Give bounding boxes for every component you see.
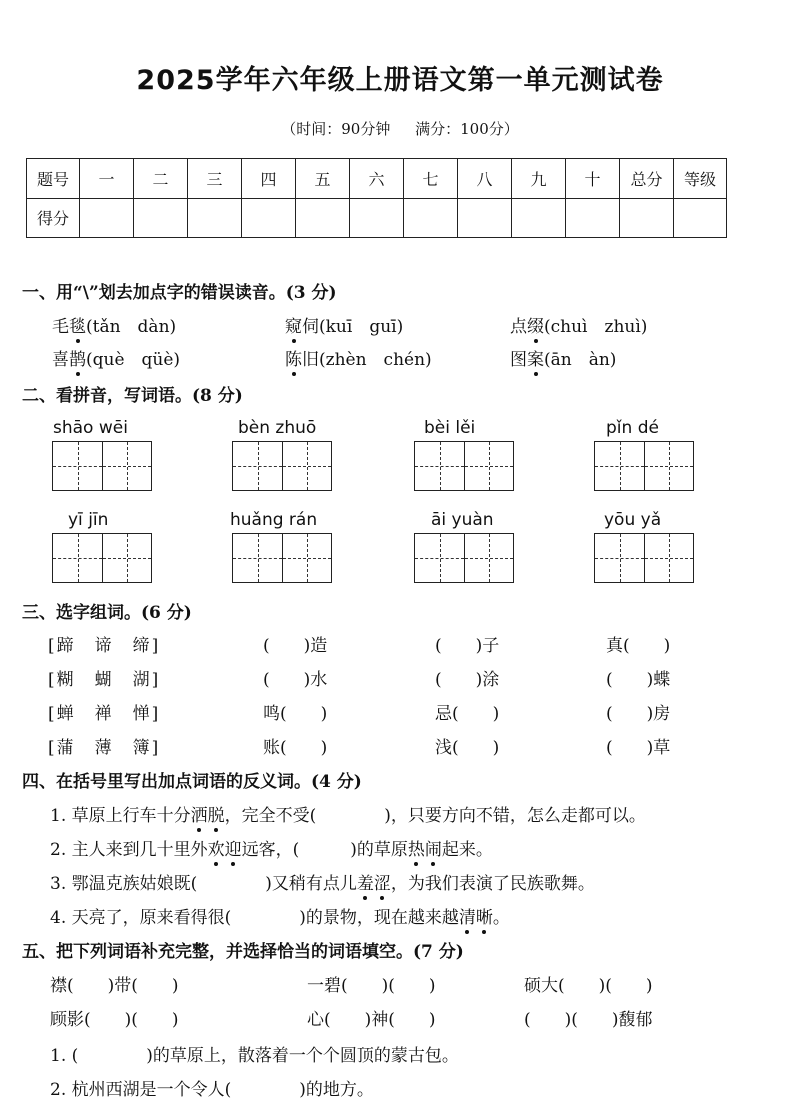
score-input-cell[interactable] [674, 198, 727, 238]
word-blank[interactable]: ( )蝶 [606, 670, 671, 690]
score-header-cell: 二 [134, 159, 188, 199]
score-input-cell[interactable] [242, 198, 296, 238]
reading-item: 陈旧(zhèn chén) [285, 345, 432, 370]
score-header-cell: 十 [566, 159, 620, 199]
reading-item: 喜鹊(què qüè) [52, 345, 180, 370]
writing-grid[interactable] [414, 441, 514, 491]
fill-question: 1. ( )的草原上，散落着一个个圆顶的蒙古包。 [50, 1046, 459, 1066]
score-input-cell[interactable] [620, 198, 674, 238]
score-input-cell[interactable] [566, 198, 620, 238]
pinyin-prompt: bèn zhuō [238, 418, 317, 438]
char-options: [蒲 薄 簿] [48, 738, 161, 758]
char-options: [糊 蝴 湖] [48, 670, 161, 690]
reading-item: 图案(ān àn) [510, 345, 616, 370]
score-input-cell[interactable] [134, 198, 188, 238]
question-item: 2. 主人来到几十里外欢迎远客，( )的草原热闹起来。 [50, 835, 493, 860]
writing-grid[interactable] [594, 441, 694, 491]
score-header-cell: 三 [188, 159, 242, 199]
section-3-heading: 三、选字组词。(6 分) [22, 603, 192, 623]
idiom-blank[interactable]: 一碧( )( ) [307, 976, 436, 996]
pinyin-prompt: pǐn dé [606, 418, 659, 438]
score-input-cell[interactable] [512, 198, 566, 238]
fill-question: 2. 杭州西湖是一个令人( )的地方。 [50, 1080, 374, 1100]
pinyin-prompt: bèi lěi [424, 418, 476, 438]
writing-grid[interactable] [232, 533, 332, 583]
writing-grid[interactable] [52, 441, 152, 491]
question-item: 1. 草原上行车十分洒脱，完全不受( )，只要方向不错，怎么走都可以。 [50, 801, 646, 826]
idiom-blank[interactable]: 心( )神( ) [307, 1010, 436, 1030]
word-blank[interactable]: 浅( ) [435, 738, 500, 758]
section-2-heading: 二、看拼音，写词语。(8 分) [22, 386, 243, 406]
score-input-cell[interactable] [188, 198, 242, 238]
score-input-cell[interactable] [80, 198, 134, 238]
question-item: 3. 鄂温克族姑娘既( )又稍有点儿羞涩，为我们表演了民族歌舞。 [50, 869, 595, 894]
score-header-cell: 五 [296, 159, 350, 199]
pinyin-prompt: huǎng rán [230, 510, 318, 530]
word-blank[interactable]: ( )房 [606, 704, 671, 724]
word-blank[interactable]: 真( ) [606, 636, 671, 656]
score-header-cell: 七 [404, 159, 458, 199]
score-input-cell[interactable] [296, 198, 350, 238]
exam-time: （时间：90分钟 [281, 120, 391, 138]
exam-full-score: 满分：100分） [415, 120, 519, 138]
score-header-cell: 题号 [27, 159, 80, 199]
score-value-row [27, 198, 727, 238]
question-item: 4. 天亮了，原来看得很( )的景物，现在越来越清晰。 [50, 903, 510, 928]
word-blank[interactable]: ( )草 [606, 738, 671, 758]
word-blank[interactable]: ( )造 [263, 636, 328, 656]
score-header-cell: 九 [512, 159, 566, 199]
pinyin-prompt: yī jīn [68, 510, 109, 530]
word-blank[interactable]: 鸣( ) [263, 704, 328, 724]
score-header-cell: 八 [458, 159, 512, 199]
score-header-cell: 六 [350, 159, 404, 199]
pinyin-prompt: āi yuàn [431, 510, 494, 530]
reading-item: 窥伺(kuī guī) [285, 312, 403, 337]
score-input-cell[interactable] [458, 198, 512, 238]
writing-grid[interactable] [232, 441, 332, 491]
section-4-heading: 四、在括号里写出加点词语的反义词。(4 分) [22, 772, 362, 792]
writing-grid[interactable] [414, 533, 514, 583]
reading-item: 毛毯(tǎn dàn) [52, 312, 176, 337]
reading-item: 点缀(chuì zhuì) [510, 312, 647, 337]
writing-grid[interactable] [594, 533, 694, 583]
exam-info [0, 118, 800, 139]
pinyin-prompt: yōu yǎ [604, 510, 662, 530]
score-table [26, 158, 727, 238]
pinyin-prompt: shāo wēi [53, 418, 128, 438]
char-options: [蝉 禅 惮] [48, 704, 161, 724]
idiom-blank[interactable]: 顾影( )( ) [50, 1010, 179, 1030]
word-blank[interactable]: ( )水 [263, 670, 328, 690]
idiom-blank[interactable]: ( )( )馥郁 [524, 1010, 653, 1030]
score-header-cell: 等级 [674, 159, 727, 199]
score-header-row [27, 159, 727, 199]
section-1-heading: 一、用“\”划去加点字的错误读音。(3 分) [22, 283, 337, 303]
word-blank[interactable]: 账( ) [263, 738, 328, 758]
score-input-cell[interactable] [404, 198, 458, 238]
idiom-blank[interactable]: 襟( )带( ) [50, 976, 179, 996]
score-row-label: 得分 [27, 198, 80, 238]
word-blank[interactable]: 忌( ) [435, 704, 500, 724]
score-header-cell: 总分 [620, 159, 674, 199]
section-5-heading: 五、把下列词语补充完整，并选择恰当的词语填空。(7 分) [22, 942, 464, 962]
score-header-cell: 一 [80, 159, 134, 199]
word-blank[interactable]: ( )涂 [435, 670, 500, 690]
score-input-cell[interactable] [350, 198, 404, 238]
char-options: [蹄 谛 缔] [48, 636, 161, 656]
page-title: 2025学年六年级上册语文第一单元测试卷 [136, 65, 664, 96]
word-blank[interactable]: ( )子 [435, 636, 500, 656]
idiom-blank[interactable]: 硕大( )( ) [524, 976, 653, 996]
writing-grid[interactable] [52, 533, 152, 583]
score-header-cell: 四 [242, 159, 296, 199]
